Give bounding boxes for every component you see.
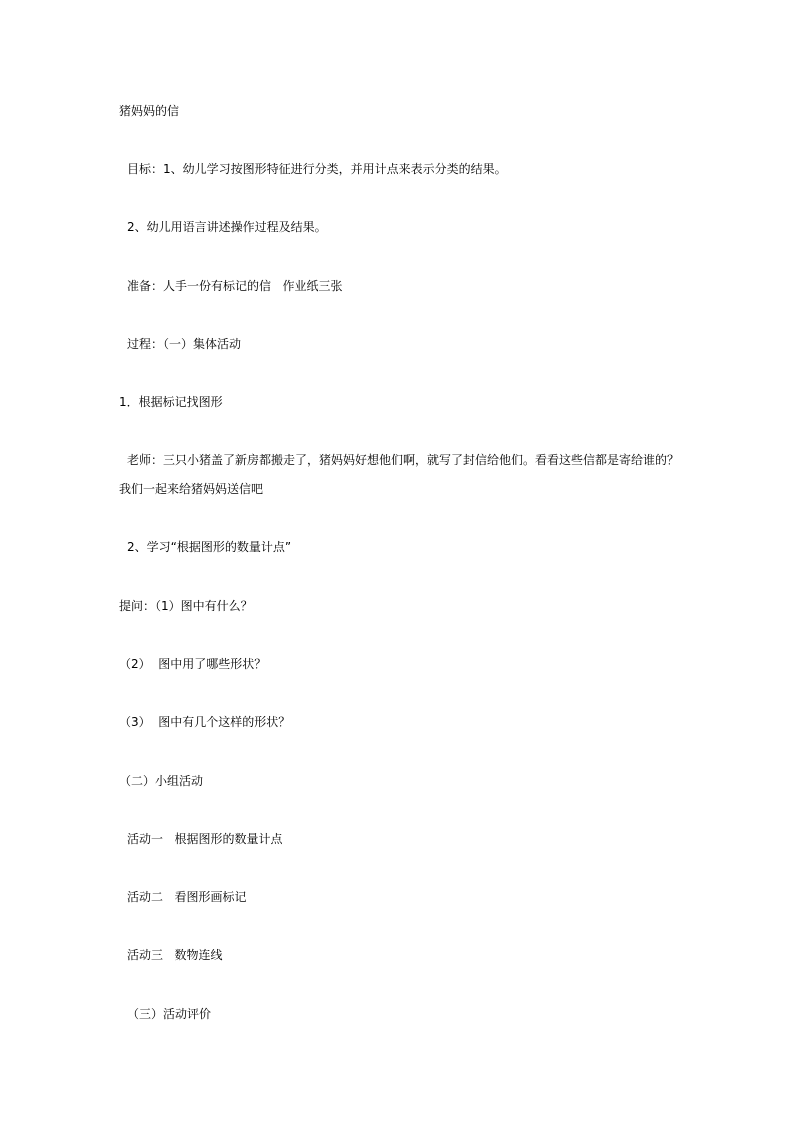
document-title: 猪妈妈的信 (119, 104, 180, 118)
step-2-heading: 2、学习“根据图形的数量计点” (127, 540, 292, 554)
group-activity-heading: （二）小组活动 (119, 774, 204, 788)
process-heading: 过程：（一）集体活动 (127, 337, 242, 351)
activity-3-text: 活动三 数物连线 (127, 948, 223, 962)
question-2-text: （2） 图中用了哪些形状？ (119, 657, 267, 671)
goal-1-text: 目标：1、幼儿学习按图形特征进行分类，并用计点来表示分类的结果。 (127, 162, 507, 176)
activity-2-text: 活动二 看图形画标记 (127, 890, 247, 904)
question-1-text: 提问：（1）图中有什么？ (119, 599, 253, 613)
question-3-text: （3） 图中有几个这样的形状？ (119, 715, 291, 729)
teacher-line-1: 老师：三只小猪盖了新房都搬走了，猪妈妈好想他们啊，就写了封信给他们。看看这些信都是寄给谁的？ (127, 453, 680, 467)
activity-1-text: 活动一 根据图形的数量计点 (127, 832, 283, 846)
goal-2-text: 2、幼儿用语言讲述操作过程及结果。 (127, 220, 327, 234)
preparation-text: 准备：人手一份有标记的信 作业纸三张 (127, 279, 343, 293)
evaluation-heading: （三）活动评价 (127, 1007, 212, 1021)
step-1-heading: 1．根据标记找图形 (119, 395, 223, 409)
teacher-line-2: 我们一起来给猪妈妈送信吧 (119, 482, 264, 496)
